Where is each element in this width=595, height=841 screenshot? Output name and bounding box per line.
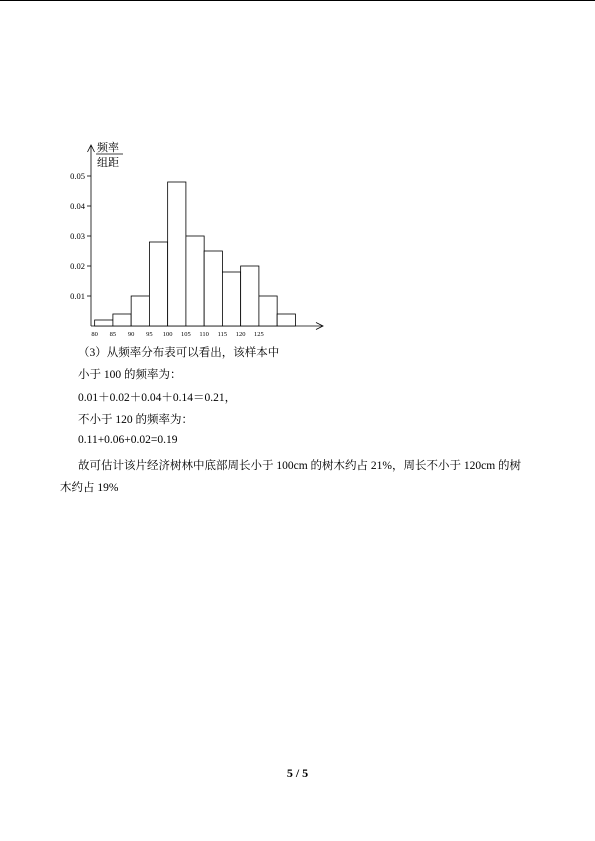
histogram-bar bbox=[113, 314, 131, 326]
histogram-bar bbox=[168, 182, 186, 326]
header-rule bbox=[0, 0, 595, 1]
histogram-bar bbox=[277, 314, 295, 326]
x-tick-label: 105 bbox=[181, 331, 191, 338]
y-tick-label: 0.05 bbox=[70, 171, 85, 181]
ylabel-denominator: 组距 bbox=[97, 157, 119, 169]
ylabel-numerator: 频率 bbox=[97, 142, 119, 154]
x-tick-label: 80 bbox=[91, 331, 98, 338]
x-tick-label: 100 bbox=[162, 331, 173, 338]
text-line-4: 不小于 120 的频率为： bbox=[78, 414, 193, 426]
x-tick-label: 120 bbox=[235, 331, 246, 338]
histogram-bar bbox=[204, 251, 222, 326]
y-tick-label: 0.01 bbox=[70, 291, 85, 301]
histogram-bar bbox=[95, 320, 113, 326]
text-line-5: 0.11+0.06+0.02=0.19 bbox=[78, 434, 178, 446]
text-line-7: 木约占 19% bbox=[60, 482, 119, 494]
histogram-bar bbox=[131, 296, 149, 326]
x-tick-label: 85 bbox=[109, 331, 117, 338]
frequency-histogram bbox=[55, 140, 335, 345]
histogram-plot bbox=[70, 145, 323, 338]
y-tick-label: 0.02 bbox=[70, 261, 85, 271]
text-line-3: 0.01＋0.02＋0.04＋0.14＝0.21， bbox=[78, 392, 237, 404]
histogram-bar bbox=[149, 242, 167, 326]
x-tick-label: 115 bbox=[217, 331, 228, 338]
histogram-bar bbox=[259, 296, 277, 326]
x-tick-label: 95 bbox=[146, 331, 153, 338]
x-tick-label: 110 bbox=[199, 331, 209, 338]
x-tick-label: 125 bbox=[254, 331, 264, 338]
text-line-6: 故可估计该片经济树林中底部周长小于 100cm 的树木约占 21%，周长不小于 120cm 的树 bbox=[78, 460, 522, 472]
y-tick-label: 0.04 bbox=[70, 201, 85, 211]
y-tick-label: 0.03 bbox=[70, 231, 85, 241]
page-number: 5 / 5 bbox=[286, 766, 309, 780]
histogram-bar bbox=[241, 266, 259, 326]
histogram-bar bbox=[222, 272, 240, 326]
text-line-2: 小于 100 的频率为： bbox=[78, 369, 182, 381]
x-tick-label: 90 bbox=[127, 331, 135, 338]
histogram-bar bbox=[186, 236, 204, 326]
text-line-1: （3）从频率分布表可以看出，该样本中 bbox=[78, 347, 280, 359]
